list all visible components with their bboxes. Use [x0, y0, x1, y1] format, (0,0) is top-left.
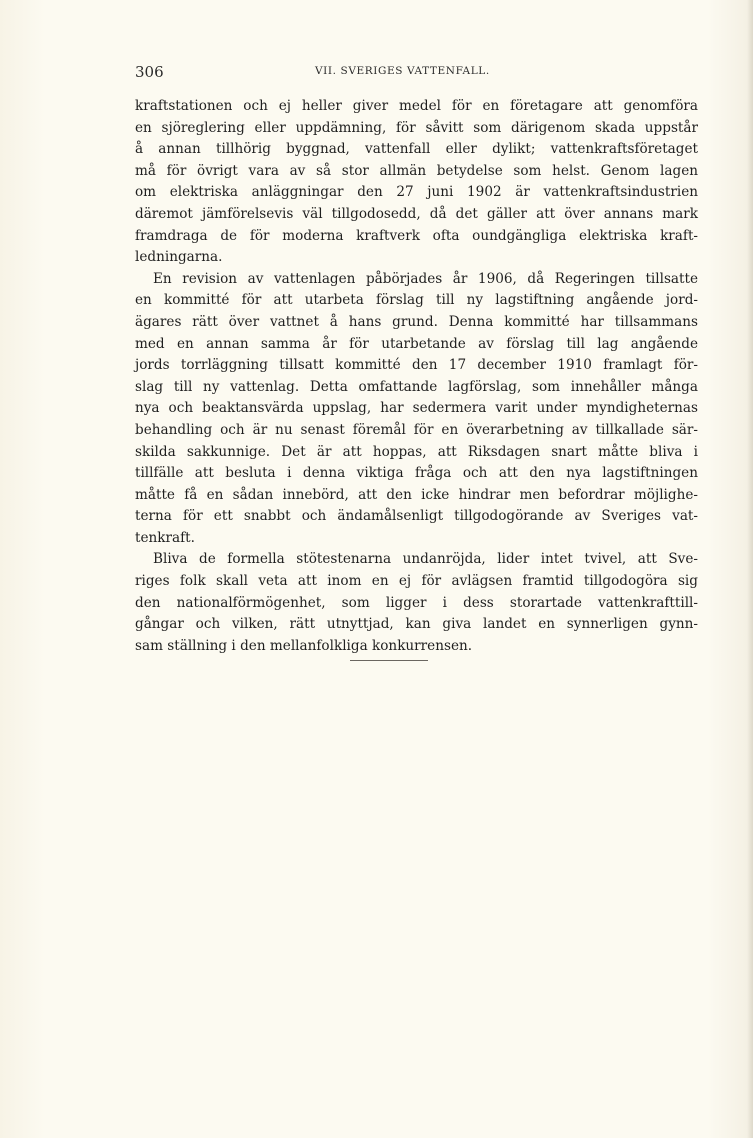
text-line: sam ställning i den mellanfolkliga konkurrensen.: [135, 637, 473, 654]
text-line: behandling och är nu senast föremål för en överarbetning av tillkallade sär-: [135, 421, 698, 438]
text-line: En revision av vattenlagen påbörjades år 1906, då Regeringen tillsatte: [153, 270, 698, 287]
text-line: skilda sakkunnige. Det är att hoppas, att Riksdagen snart måtte bliva i: [135, 443, 698, 460]
text-line: Bliva de formella stötestenarna undanröjda, lider intet tvivel, att Sve-: [153, 551, 698, 568]
text-line: måtte få en sådan innebörd, att den icke hindrar men befordrar möjlighe-: [135, 486, 698, 503]
text-line: terna för ett snabbt och ändamålsenligt tillgodogörande av Sveriges vat-: [135, 508, 698, 525]
body-text: [135, 96, 698, 657]
text-line: med en annan samma år för utarbetande av förslag till lag angående: [135, 335, 698, 352]
text-line: däremot jämförelsevis väl tillgodosedd, då det gäller att över annans mark: [135, 205, 698, 222]
text-line: tenkraft.: [135, 529, 195, 546]
text-line: riges folk skall veta att inom en ej för avlägsen framtid tillgodogöra sig: [135, 573, 698, 590]
text-line: kraftstationen och ej heller giver medel för en företagare att genomföra: [135, 98, 698, 114]
text-line: slag till ny vattenlag. Detta omfattande lagförslag, som innehåller många: [135, 378, 698, 395]
text-line: tillfälle att besluta i denna viktiga fråga och att den nya lagstiftningen: [135, 465, 698, 482]
text-line: den nationalförmögenhet, som ligger i dess storartade vattenkrafttill-: [135, 594, 698, 611]
text-line: ägares rätt över vattnet å hans grund. Denna kommitté har tillsammans: [135, 313, 698, 330]
running-head: VII. SVERIGES VATTENFALL.: [315, 65, 490, 77]
text-line: ledningarna.: [135, 249, 223, 266]
text-line: gångar och vilken, rätt utnyttjad, kan giva landet en synnerligen gynn-: [135, 616, 698, 633]
page-edge-shadow: [747, 0, 753, 1138]
text-line: om elektriska anläggningar den 27 juni 1902 är vattenkraftsindustrien: [135, 184, 698, 201]
text-line: må för övrigt vara av så stor allmän betydelse som helst. Genom lagen: [135, 162, 698, 179]
text-line: å annan tillhörig byggnad, vattenfall eller dylikt; vattenkraftsföretaget: [135, 141, 698, 158]
text-line: framdraga de för moderna kraftverk ofta oundgängliga elektriska kraft-: [135, 227, 698, 244]
page-number: 306: [135, 63, 164, 81]
text-line: nya och beaktansvärda uppslag, har sedermera varit under myndigheternas: [135, 400, 698, 417]
text-line: en kommitté för att utarbeta förslag till ny lagstiftning angående jord-: [135, 292, 698, 309]
section-end-rule: [350, 660, 428, 661]
text-line: en sjöreglering eller uppdämning, för såvitt som därigenom skada uppstår: [135, 119, 698, 136]
text-line: jords torrläggning tillsatt kommitté den 17 december 1910 framlagt för-: [135, 357, 698, 374]
page-header: [135, 63, 698, 83]
